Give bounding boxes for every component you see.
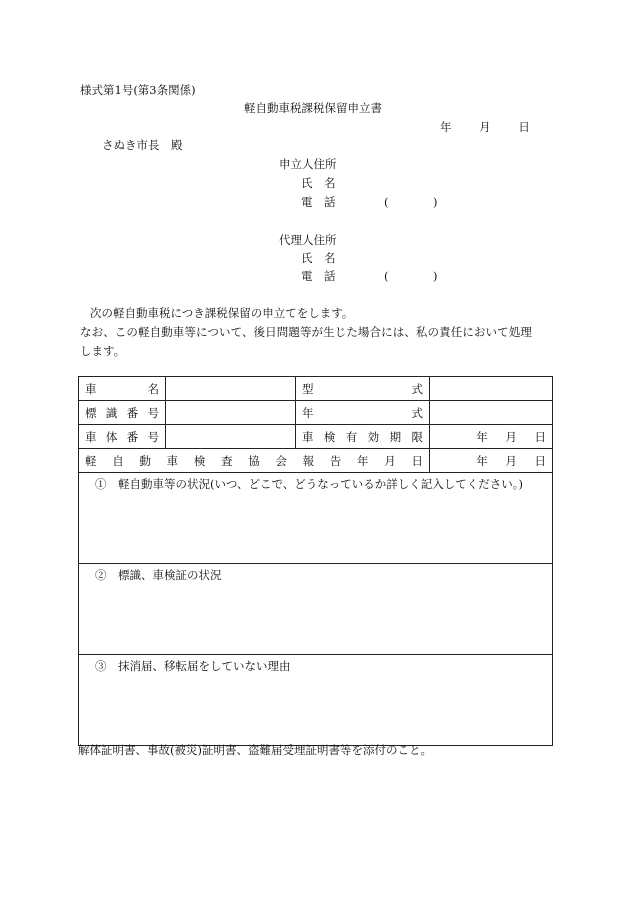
label-char: 有 — [345, 429, 358, 444]
label-inspection-expiry — [296, 425, 430, 449]
table-row — [79, 449, 553, 473]
agent-name-label: 氏 名 — [301, 251, 336, 265]
applicant-name-label: 氏 名 — [301, 176, 336, 190]
date-year: 年 — [476, 429, 488, 444]
label-char: 協 — [248, 453, 260, 468]
inspection-expiry-field[interactable] — [430, 425, 553, 449]
form-number: 様式第1号(第3条関係) — [80, 83, 196, 97]
agent-phone-open: ( — [384, 269, 389, 283]
label-char: 自 — [112, 453, 124, 468]
label-char: 報 — [302, 453, 315, 468]
label-char: 期 — [389, 429, 402, 444]
plate-number-field[interactable] — [166, 401, 296, 425]
label-char: 車 — [85, 381, 97, 396]
date-year: 年 — [440, 120, 452, 134]
label-char: 日 — [411, 453, 423, 468]
model-year-field[interactable] — [430, 401, 553, 425]
table-row — [79, 377, 553, 401]
label-char: 査 — [221, 453, 233, 468]
date-month: 月 — [505, 429, 517, 444]
label-model — [296, 377, 430, 401]
label-char: 体 — [105, 429, 118, 444]
label-char: 軽 — [85, 453, 97, 468]
section-reason-label: ③ 抹消届、移転届をしていない理由 — [95, 659, 291, 673]
table-row — [79, 655, 553, 746]
section-vehicle-condition-label: ① 軽自動車等の状況(いつ、どこで、どうなっているか詳しく記入してください。) — [95, 477, 524, 491]
applicant-address-label: 申立人住所 — [279, 157, 337, 171]
label-char: 検 — [193, 453, 206, 468]
label-char: 標 — [85, 405, 97, 420]
label-char: 式 — [411, 405, 423, 420]
label-char: 型 — [302, 381, 314, 396]
chassis-number-field[interactable] — [166, 425, 296, 449]
label-char: 車 — [85, 429, 97, 444]
label-char: 号 — [147, 429, 159, 444]
label-char: 識 — [105, 405, 118, 420]
label-char: 効 — [367, 429, 380, 444]
agent-phone-label: 電 話 — [301, 269, 336, 283]
date-day: 日 — [518, 120, 530, 134]
table-row — [79, 425, 553, 449]
label-char: 告 — [329, 453, 342, 468]
label-char: 名 — [147, 381, 159, 396]
label-char: 会 — [275, 453, 287, 468]
addressee: さぬき市長 殿 — [102, 138, 183, 152]
section-reason-not-filed[interactable] — [79, 655, 553, 746]
section-plate-certificate-status[interactable] — [79, 564, 553, 655]
section-plate-certificate-label: ② 標識、車検証の状況 — [95, 568, 222, 582]
label-char: 番 — [126, 429, 139, 444]
label-char: 式 — [411, 381, 423, 396]
date-day: 日 — [534, 453, 546, 468]
label-char: 月 — [384, 453, 396, 468]
applicant-phone-label: 電 話 — [301, 195, 336, 209]
date-line — [440, 120, 530, 134]
label-vehicle-name — [79, 377, 166, 401]
label-char: 検 — [323, 429, 336, 444]
inspection-report-date-field[interactable] — [430, 449, 553, 473]
label-char: 年 — [357, 453, 369, 468]
vehicle-name-field[interactable] — [166, 377, 296, 401]
document-title: 軽自動車税課税保留申立書 — [244, 101, 382, 115]
table-row — [79, 564, 553, 655]
label-char: 年 — [302, 405, 314, 420]
label-char: 番 — [126, 405, 139, 420]
label-char: 車 — [166, 453, 179, 468]
agent-address-label: 代理人住所 — [279, 233, 337, 247]
label-inspection-report-date — [79, 449, 430, 473]
date-year: 年 — [476, 453, 488, 468]
label-char: 動 — [139, 453, 151, 468]
model-field[interactable] — [430, 377, 553, 401]
applicant-phone-open: ( — [384, 195, 389, 209]
label-plate-number — [79, 401, 166, 425]
label-chassis-number — [79, 425, 166, 449]
table-row — [79, 401, 553, 425]
label-char: 車 — [302, 429, 314, 444]
date-month: 月 — [505, 453, 517, 468]
label-char: 限 — [411, 429, 423, 444]
agent-phone-close: ) — [433, 269, 438, 283]
footer-note: 解体証明書、事故(被災)証明書、盗難届受理証明書等を添付のこと。 — [78, 743, 432, 757]
body-text-line2: なお、この軽自動車等について、後日問題等が生じた場合には、私の責任において処理 — [80, 325, 532, 339]
applicant-phone-close: ) — [433, 195, 438, 209]
date-month: 月 — [479, 120, 491, 134]
date-day: 日 — [534, 429, 546, 444]
section-vehicle-condition[interactable] — [79, 473, 553, 564]
vehicle-info-table — [78, 376, 553, 746]
body-text-line1: 次の軽自動車税につき課税保留の申立てをします。 — [90, 306, 354, 320]
table-row — [79, 473, 553, 564]
label-model-year — [296, 401, 430, 425]
label-char: 号 — [147, 405, 159, 420]
body-text-line3: します。 — [80, 344, 126, 358]
